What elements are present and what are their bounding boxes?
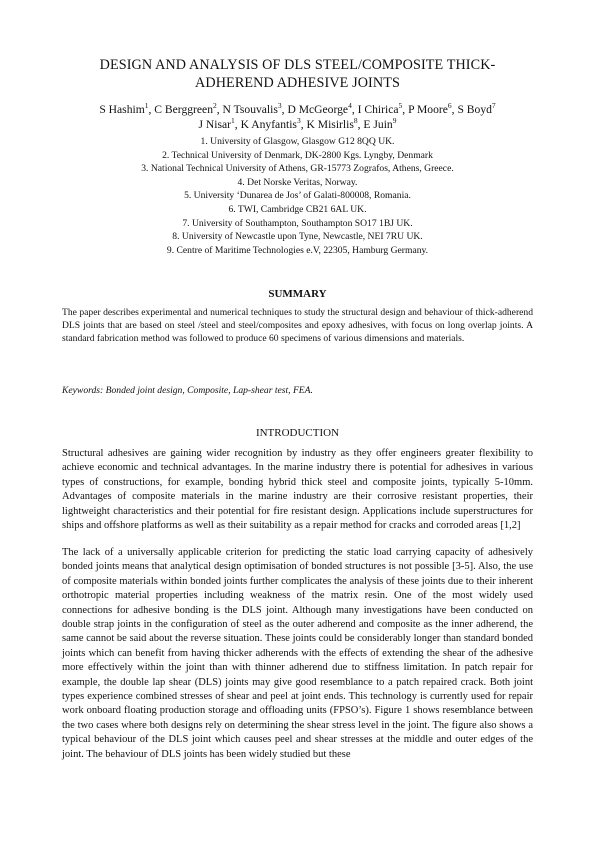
affiliation: 6. TWI, Cambridge CB21 6AL UK. (228, 203, 367, 215)
author: S Boyd$^7$ (457, 101, 496, 116)
affiliation: 9. Centre of Maritime Technologies e.V, 22305, Hamburg Germany. (166, 244, 429, 256)
summary-heading: SUMMARY (268, 288, 327, 300)
affiliation: 2. Technical University of Denmark, DK-2800 Kgs. Lyngby, Denmark (162, 149, 433, 161)
author: K Anyfantis$^3$, (240, 116, 307, 131)
author: C Berggreen$^2$, (154, 101, 223, 116)
affiliation-list (60, 135, 535, 257)
author: K Misirlis$^8$, (306, 116, 364, 131)
affiliation: 7. University of Southampton, Southampton SO17 1BJ UK. (182, 217, 413, 229)
author: P Moore$^6$, (408, 101, 458, 116)
author: D McGeorge$^4$, (287, 101, 358, 116)
author: S Hashim$^1$, (99, 101, 155, 116)
introduction-heading: INTRODUCTION (255, 427, 340, 439)
author: I Chirica$^5$, (357, 101, 409, 116)
author-line-1 (50, 102, 545, 117)
affiliation: 4. Det Norske Veritas, Norway. (237, 176, 358, 188)
author-list (50, 102, 545, 132)
author-line-2 (50, 117, 545, 132)
paper-title (60, 56, 535, 92)
introduction-paragraph-1: Structural adhesives are gaining wider recognition by industry as they offer engineers greater flexibility to achieve economic and technical advantages. In the marine industry there is potential for adhesives in various types of constructions, for example, bonding hybrid thick steel and composite joints, typically 5-10mm. Advantages of composite materials in the marine industry are their corrosive resistant properties, their lightweight characteristics and their potential for fire resistant design. Applications include superstructures for ships and offshore platforms as well as their suitability as a repair method for cracks and corroded areas [1,2] (62, 448, 533, 532)
author: E Juin$^9$ (363, 116, 397, 131)
author: N Tsouvalis$^3$, (222, 101, 288, 116)
title-line-2: ADHEREND ADHESIVE JOINTS (195, 75, 400, 91)
introduction-paragraph-2: The lack of a universally applicable criterion for predicting the static load carrying capacity of adhesively bonded joints means that analytical design optimisation of bonded structures is not possible [3-5]. Also, the use of composite materials within bonded joints further complicates the analysis of these joints due to their inherent orthotropic material properties including weakness of the matrix resin. One of the most widely used connections for adhesive bonding is the DLS joint. Although many investigations have been conducted on double strap joints in the configuration of steel as the outer adherend and composite as the inner adherend, the same cannot be said about the reverse situation. These joints could be considerably longer than standard bonded joints which can benefit from having thicker adherends with the effects of extending the shear of the adhesive more effectively within the joint than with thinner adherend due to stiffness limitation. In patch repair for example, the double lap shear (DLS) joints may give good resemblance to a patch repaired crack. Both joint types experience combined stresses of shear and peel at joint ends. This technology is currently used for repair work onboard floating production storage and offloading units (FPSO’s). Figure 1 shows resemblance between the two cases where both designs rely on determining the shear stress level in the joint. The figure also shows a typical behaviour of the DLS joint which causes peel and shear stresses at the middle and outer edges of the joint. The behaviour of DLS joints has been widely studied but these (62, 547, 533, 760)
affiliation: 8. University of Newcastle upon Tyne, Newcastle, NEI 7RU UK. (172, 231, 423, 243)
affiliation: 3. National Technical University of Athens, GR-15773 Zografos, Athens, Greece. (141, 163, 454, 175)
affiliation: 5. University ‘Dunarea de Jos’ of Galati-800008, Romania. (184, 190, 411, 202)
title-line-1: DESIGN AND ANALYSIS OF DLS STEEL/COMPOSITE THICK- (99, 57, 496, 73)
summary-text: The paper describes experimental and numerical techniques to study the structural design and behaviour of thick-adherend DLS joints that are based on steel /steel and steel/composites and epoxy adhesives, with focus on long overlap joints. A standard fabrication method was followed to produce 60 specimens of various dimensions and materials. (62, 307, 533, 344)
affiliation: 1. University of Glasgow, Glasgow G12 8QQ UK. (200, 136, 395, 147)
author: J Nisar$^1$, (198, 116, 241, 131)
keywords: Keywords: Bonded joint design, Composite, Lap-shear test, FEA. (62, 385, 313, 396)
